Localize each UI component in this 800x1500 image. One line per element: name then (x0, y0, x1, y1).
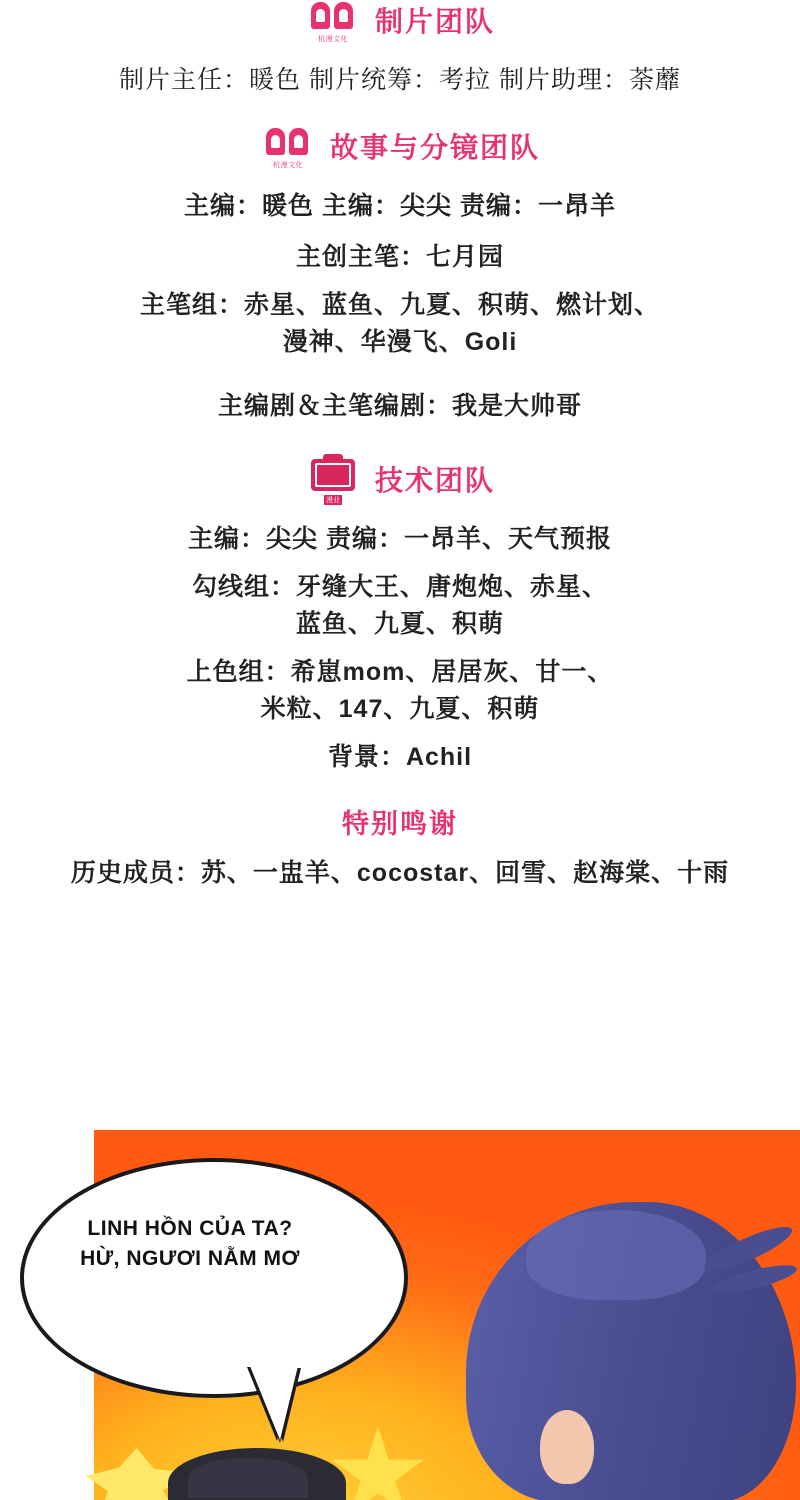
credit-line: 主编：尖尖 责编：一昂羊、天气预报 (188, 525, 612, 553)
credit-line: 制片主任：暖色 制片统筹：考拉 制片助理：荼蘼 (119, 66, 681, 94)
speech-line-1: LINH HỒN CỦA TA? (87, 1217, 293, 1240)
tech-studio-logo-caption: 漫业 (325, 497, 340, 504)
speech-bubble (20, 1158, 408, 1398)
studio-logo-caption: 杭漫文化 (317, 36, 348, 43)
credit-line: 上色组：希崽mom、居居灰、甘一、 (186, 657, 614, 686)
character-ear (540, 1410, 594, 1484)
credit-line: 主创主笔：七月园 (295, 243, 504, 271)
section-title-production: 制片团队 (374, 6, 495, 38)
speech-bubble-text (24, 1214, 356, 1275)
studio-logo-icon-2 (260, 126, 316, 170)
comic-panel (0, 1116, 800, 1500)
section-header-production (0, 0, 800, 44)
credit-line: 漫神、华漫飞、Goli (282, 328, 518, 356)
studio-logo-icon (305, 0, 361, 44)
panel-burst-background (0, 1130, 800, 1500)
section-header-story (0, 126, 800, 170)
section-title-technical: 技术团队 (374, 465, 495, 497)
credit-line: 主编剧＆主笔编剧：我是大帅哥 (217, 391, 582, 420)
special-thanks-line: 历史成员：苏、一盅羊、cocostar、回雪、赵海棠、十雨 (70, 859, 730, 887)
credit-line: 主笔组：赤星、蓝鱼、九夏、积萌、燃计划、 (139, 290, 660, 319)
speech-line-2: HỪ, NGƯƠI NẰM MƠ (80, 1247, 300, 1271)
tech-studio-logo-icon (305, 459, 361, 503)
credit-line: 主编：暖色 主编：尖尖 责编：一昂羊 (184, 191, 616, 220)
credit-line: 背景：Achil (327, 742, 473, 771)
studio-logo-caption-2: 杭漫文化 (272, 161, 303, 169)
section-title-story: 故事与分镜团队 (329, 131, 540, 163)
speech-bubble-tail (250, 1366, 298, 1440)
credit-line: 米粒、147、九夏、积萌 (260, 695, 540, 723)
special-thanks-title: 特别鸣谢 (342, 809, 458, 839)
credit-line: 蓝鱼、九夏、积萌 (295, 610, 504, 638)
section-header-technical (0, 459, 800, 503)
credit-line: 勾线组：牙缝大王、唐炮炮、赤星、 (191, 572, 608, 601)
